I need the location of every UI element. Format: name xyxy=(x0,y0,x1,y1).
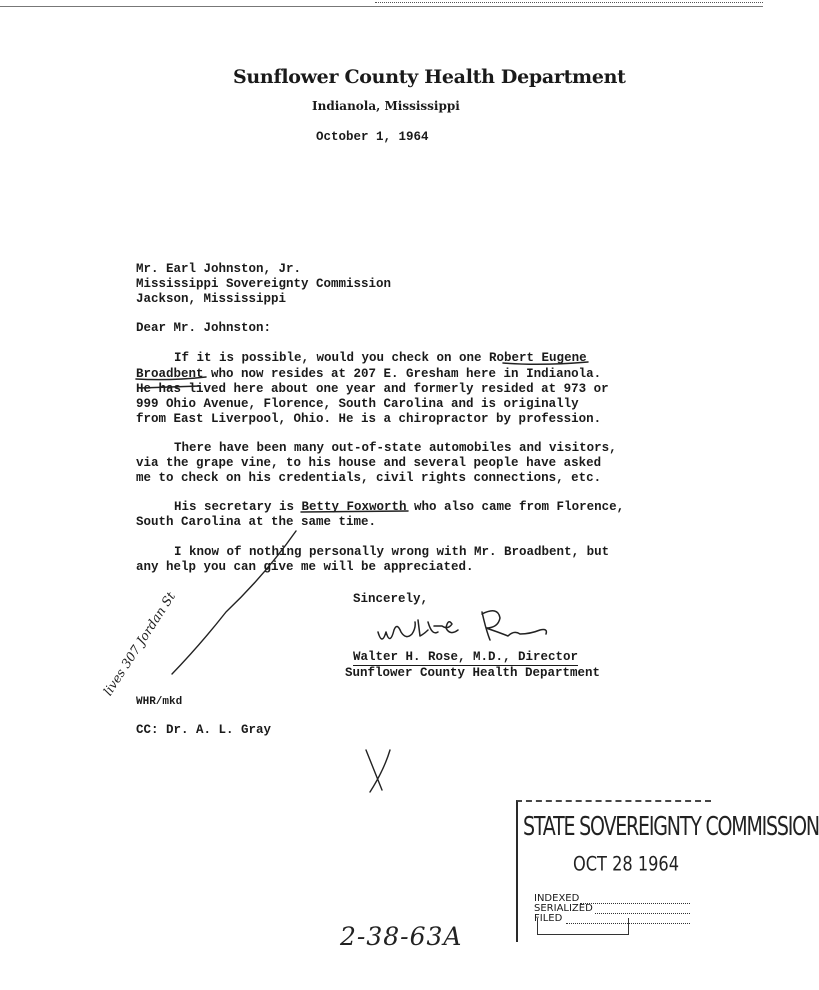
recipient-name: Mr. Earl Johnston, Jr. xyxy=(136,262,302,276)
body-line: If it is possible, would you check on one Robert Eugene xyxy=(174,351,587,365)
stamp-box xyxy=(537,918,629,935)
underline-mark xyxy=(301,511,408,512)
letter-date: October 1, 1964 xyxy=(316,130,429,144)
letterhead-title: Sunflower County Health Department xyxy=(233,66,626,88)
body-line: any help you can give me will be appreciated. xyxy=(136,560,474,574)
x-mark xyxy=(366,750,390,792)
margin-note-handwritten: lives 307 Jordan St xyxy=(100,589,179,699)
stamp-serialized-label: SERIALIZED xyxy=(534,903,593,914)
signature-handwritten xyxy=(378,611,546,640)
signer-name-title: Walter H. Rose, M.D., Director xyxy=(353,650,579,664)
stamp-title: STATE SOVEREIGNTY COMMISSION xyxy=(523,812,819,842)
recipient-org: Mississippi Sovereignty Commission xyxy=(136,277,392,291)
signer-org: Sunflower County Health Department xyxy=(345,666,601,680)
serial-number-handwritten: 2-38-63A xyxy=(340,922,463,951)
body-line: Broadbent who now resides at 207 E. Gresham here in Indianola. xyxy=(136,367,602,381)
body-line: 999 Ohio Avenue, Florence, South Carolina and is originally xyxy=(136,397,579,411)
body-line: via the grape vine, to his house and several people have asked xyxy=(136,456,602,470)
strike-mark xyxy=(140,386,200,388)
stamp-filed-label: FILED xyxy=(534,913,563,924)
body-line: from East Liverpool, Ohio. He is a chiropractor by profession. xyxy=(136,412,602,426)
pen-stroke xyxy=(172,531,296,674)
recipient-city: Jackson, Mississippi xyxy=(136,292,287,306)
salutation: Dear Mr. Johnston: xyxy=(136,321,272,335)
stamp-date: OCT 28 1964 xyxy=(573,853,680,877)
underline-mark xyxy=(503,362,588,364)
body-line: I know of nothing personally wrong with Mr. Broadbent, but xyxy=(174,545,610,559)
typist-initials: WHR/mkd xyxy=(136,696,183,708)
body-line: South Carolina at the same time. xyxy=(136,515,377,529)
stamp-indexed-label: INDEXED xyxy=(534,893,580,904)
underline-mark xyxy=(136,377,206,380)
body-line: There have been many out-of-state automobiles and visitors, xyxy=(174,441,617,455)
body-line: His secretary is Betty Foxworth who also came from Florence, xyxy=(174,500,625,514)
letterhead-city: Indianola, Mississippi xyxy=(312,99,460,113)
body-line: me to check on his credentials, civil rights connections, etc. xyxy=(136,471,602,485)
closing: Sincerely, xyxy=(353,592,429,606)
cc-line: CC: Dr. A. L. Gray xyxy=(136,723,272,737)
body-line: He has lived here about one year and formerly resided at 973 or xyxy=(136,382,609,396)
